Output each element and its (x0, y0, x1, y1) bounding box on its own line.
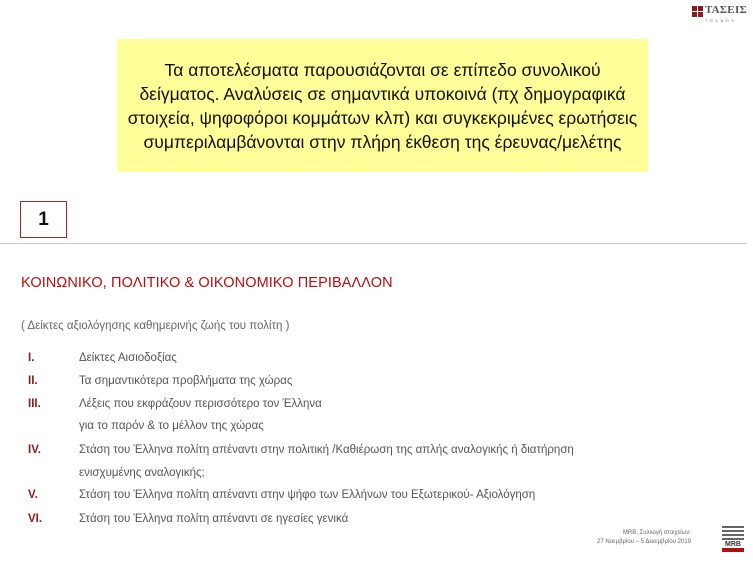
footer-line1: MRB, Συλλογή στοιχείων: (622, 530, 691, 536)
mrb-logo-bars-icon (722, 526, 744, 541)
mrb-logo-band (722, 548, 744, 552)
footer-line2: 27 Νοεμβρίου – 5 Δεκεμβρίου 2019 (597, 539, 691, 545)
agenda-item-number: I. (28, 352, 35, 364)
mrb-logo (722, 526, 744, 552)
divider (0, 243, 746, 244)
agenda-item-number: V. (28, 489, 38, 501)
agenda-item-text: Στάση του Έλληνα πολίτη απέναντι στην ψήφο των Ελλήνων του Εξωτερικού- Αξιολόγηση (79, 489, 536, 501)
logo-subtitle: TRENDS (705, 18, 737, 23)
agenda-item-text: Τα σημαντικότερα προβλήματα της χώρας (79, 375, 293, 387)
agenda-item-number: VI. (28, 513, 43, 525)
agenda-item-number: IV. (28, 444, 42, 456)
section-number: 1 (20, 201, 67, 238)
agenda-item-number: III. (28, 398, 41, 410)
agenda-item-text: Δείκτες Αισιοδοξίας (79, 352, 177, 364)
agenda-item-number: II. (28, 375, 38, 387)
agenda-item-text: Στάση του Έλληνα πολίτη απέναντι σε ηγεσίες γενικά (79, 513, 349, 525)
notice-box (117, 39, 648, 172)
footer-source (597, 529, 691, 547)
notice-text: Τα αποτελέσματα παρουσιάζονται σε επίπεδο συνολικού δείγματος. Αναλύσεις σε σημαντικά υποκοινά (πχ δημογραφικά στοιχεία, ψηφοφόροι κομμάτων κλπ) και συγκεκριμένες ερωτήσεις συμπεριλαμβάνονται στην πλήρη έκθεση της έρευνας/μελέτης (127, 59, 638, 152)
logo-name: ΤΑΣΕΙΣ (705, 4, 748, 16)
logo-square-icon (692, 6, 703, 17)
agenda-item-text: Λέξεις που εκφράζουν περισσότερο τον Έλληνα (79, 398, 322, 410)
section-subtitle: ( Δείκτες αξιολόγησης καθημερινής ζωής του πολίτη ) (21, 320, 290, 332)
agenda-item-text: Στάση του Έλληνα πολίτη απέναντι στην πολιτική /Καθιέρωση της απλής αναλογικής ή διατήρηση (79, 444, 574, 456)
mrb-logo-text: MRB (725, 541, 741, 548)
agenda-item-text-continued: για το παρόν & το μέλλον της χώρας (79, 420, 264, 432)
section-title: ΚΟΙΝΩΝΙΚΟ, ΠΟΛΙΤΙΚΟ & ΟΙΚΟΝΟΜΙΚΟ ΠΕΡΙΒΑΛΛΟΝ (21, 275, 393, 291)
agenda-item-text-continued: ενισχυμένης αναλογικής; (79, 467, 205, 479)
tasis-trends-logo (692, 4, 748, 26)
